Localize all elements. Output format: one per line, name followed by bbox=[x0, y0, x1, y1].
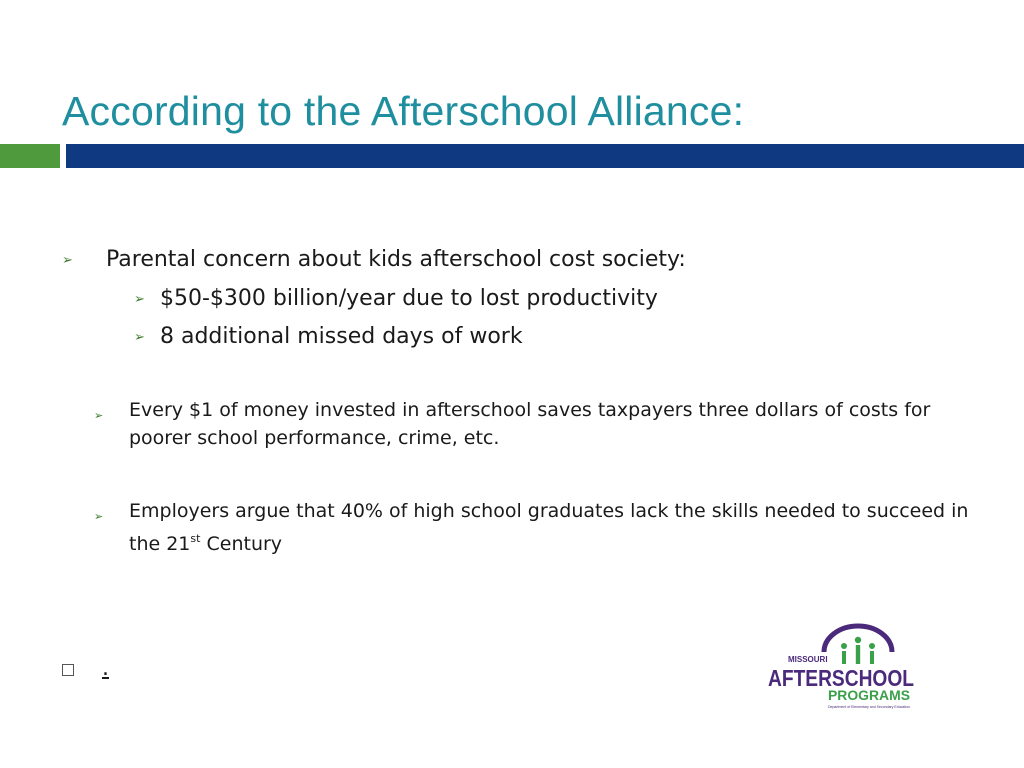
bullet-parental-concern bbox=[62, 247, 686, 272]
missouri-afterschool-logo bbox=[766, 628, 916, 714]
subbullet-missed-days bbox=[134, 324, 523, 349]
bullet-text-end: Century bbox=[200, 533, 283, 555]
title-accent-green bbox=[0, 144, 60, 168]
arrow-bullet-icon: ➢ bbox=[62, 253, 73, 268]
bullet-text: $50-$300 billion/year due to lost productivity bbox=[160, 286, 658, 311]
bullet-text bbox=[129, 497, 974, 558]
bullet-text: Every $1 of money invested in afterschool saves taxpayers three dollars of costs for poorer school performance, crime, etc. bbox=[129, 399, 931, 449]
arrow-bullet-icon: ➢ bbox=[94, 510, 104, 523]
ordinal-suffix: st bbox=[190, 532, 201, 545]
bullet-text: 8 additional missed days of work bbox=[160, 324, 523, 349]
logo-word-afterschool: AFTERSCHOOL bbox=[768, 665, 914, 691]
logo-tagline: Department of Elementary and Secondary Education bbox=[828, 705, 911, 709]
arrow-bullet-icon: ➢ bbox=[134, 292, 145, 307]
subbullet-productivity bbox=[134, 286, 658, 311]
bullet-text: Parental concern about kids afterschool cost society: bbox=[106, 247, 686, 272]
logo-people-icon bbox=[841, 637, 875, 664]
square-bullet-icon bbox=[62, 664, 74, 676]
footer-link[interactable]: . bbox=[102, 656, 109, 681]
logo-state-text: MISSOURI bbox=[788, 655, 828, 664]
slide-title: According to the Afterschool Alliance: bbox=[62, 88, 745, 134]
arrow-bullet-icon: ➢ bbox=[94, 409, 104, 422]
bullet-employers bbox=[94, 497, 974, 558]
bullet-text-main: Employers argue that 40% of high school graduates lack the skills needed to succeed in the 21 bbox=[129, 500, 969, 555]
logo-word-programs: PROGRAMS bbox=[828, 687, 910, 703]
title-accent-blue bbox=[66, 144, 1024, 168]
arrow-bullet-icon: ➢ bbox=[134, 330, 145, 345]
bullet-investment bbox=[94, 396, 974, 452]
